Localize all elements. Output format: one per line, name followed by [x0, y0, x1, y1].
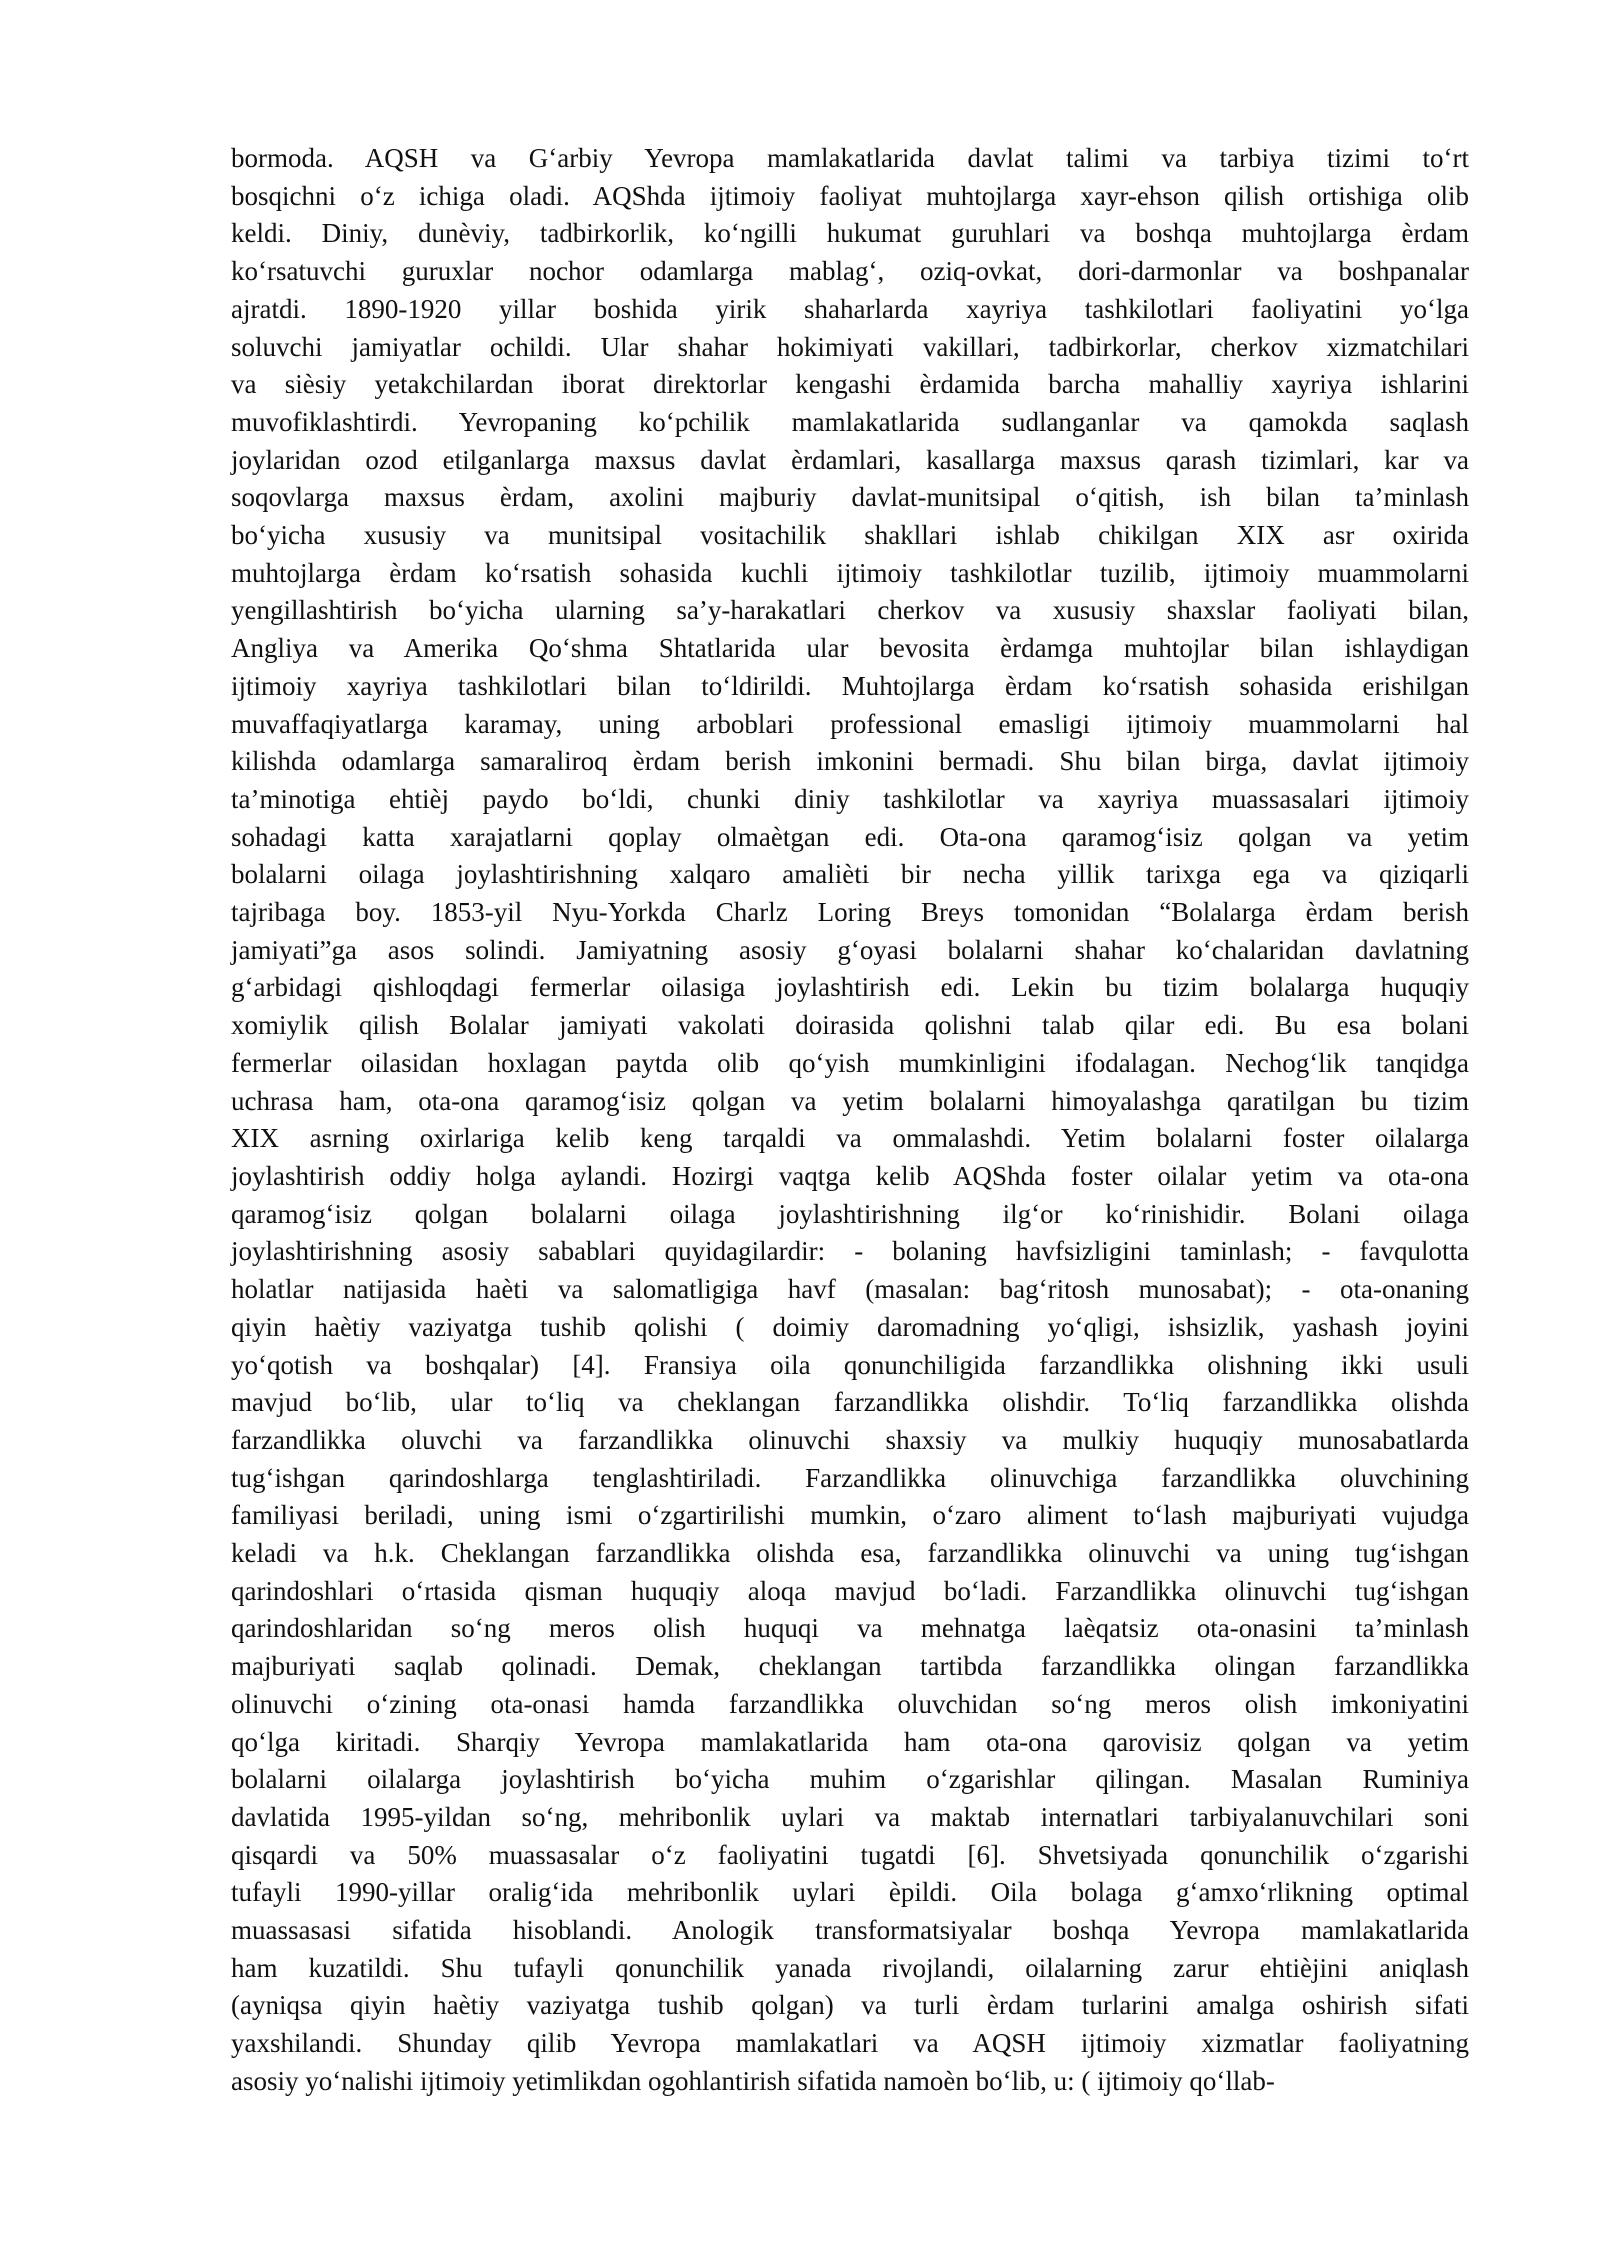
text-line: yaxshilandi. Shunday qilib Yevropa mamlakatlari va AQSH ijtimoiy xizmatlar faoliyatning: [231, 2028, 1469, 2059]
text-line: sohadagi katta xarajatlarni qoplay olmaètgan edi. Ota-ona qaramog‘isiz qolgan va yetim: [231, 821, 1469, 852]
text-line: yo‘qotish va boshqalar) [4]. Fransiya oila qonunchiligida farzandlikka olishning ikki usuli: [231, 1349, 1469, 1380]
text-line: XIX asrning oxirlariga kelib keng tarqaldi va ommalashdi. Yetim bolalarni foster oilalarga: [231, 1123, 1469, 1154]
text-line: qo‘lga kiritadi. Sharqiy Yevropa mamlakatlarida ham ota-ona qarovisiz qolgan va yetim: [231, 1726, 1469, 1757]
text-line: uchrasa ham, ota-ona qaramog‘isiz qolgan va yetim bolalarni himoyalashga qaratilgan bu tizim: [231, 1085, 1469, 1116]
text-line: qarindoshlari o‘rtasida qisman huquqiy aloqa mavjud bo‘ladi. Farzandlikka olinuvchi tug‘ishgan: [231, 1575, 1469, 1606]
text-line: soqovlarga maxsus èrdam, axolini majburiy davlat-munitsipal o‘qitish, ish bilan ta’minlash: [231, 482, 1469, 513]
text-line: farzandlikka oluvchi va farzandlikka olinuvchi shaxsiy va mulkiy huquqiy munosabatlarda: [231, 1424, 1469, 1455]
text-line: Angliya va Amerika Qo‘shma Shtatlarida ular bevosita èrdamga muhtojlar bilan ishlaydigan: [231, 633, 1469, 664]
text-line: kilishda odamlarga samaraliroq èrdam berish imkonini bermadi. Shu bilan birga, davlat ijtimoiy: [231, 746, 1469, 777]
text-line: qiyin haètiy vaziyatga tushib qolishi ( doimiy daromadning yo‘qligi, ishsizlik, yashash joyini: [231, 1311, 1469, 1342]
text-line: joylaridan ozod etilganlarga maxsus davlat èrdamlari, kasallarga maxsus qarash tizimlari, kar va: [231, 444, 1469, 475]
text-line: familiyasi beriladi, uning ismi o‘zgartirilishi mumkin, o‘zaro aliment to‘lash majburiyati vujudga: [231, 1500, 1469, 1531]
text-line: joylashtirish oddiy holga aylandi. Hozirgi vaqtga kelib AQShda foster oilalar yetim va ota-ona: [231, 1160, 1469, 1191]
text-line: keldi. Diniy, dunèviy, tadbirkorlik, ko‘ngilli hukumat guruhlari va boshqa muhtojlarga èrdam: [231, 218, 1469, 249]
text-line: tajribaga boy. 1853-yil Nyu-Yorkda Charlz Loring Breys tomonidan “Bolalarga èrdam berish: [231, 897, 1469, 928]
text-line: davlatida 1995-yildan so‘ng, mehribonlik uylari va maktab internatlari tarbiyalanuvchilari soni: [231, 1801, 1469, 1832]
text-line: muvofiklashtirdi. Yevropaning ko‘pchilik mamlakatlarida sudlanganlar va qamokda saqlash: [231, 406, 1469, 437]
text-line: olinuvchi o‘zining ota-onasi hamda farzandlikka oluvchidan so‘ng meros olish imkoniyatini: [231, 1688, 1469, 1719]
text-line: jamiyati”ga asos solindi. Jamiyatning asosiy g‘oyasi bolalarni shahar ko‘chalaridan davlatning: [231, 934, 1469, 965]
text-line: bosqichni o‘z ichiga oladi. AQShda ijtimoiy faoliyat muhtojlarga xayr-ehson qilish ortishiga olib: [231, 180, 1469, 211]
text-line: keladi va h.k. Cheklangan farzandlikka olishda esa, farzandlikka olinuvchi va uning tug‘ishgan: [231, 1538, 1469, 1569]
text-line: ham kuzatildi. Shu tufayli qonunchilik yanada rivojlandi, oilalarning zarur ehtièjini aniqlash: [231, 1952, 1469, 1983]
text-line: muvaffaqiyatlarga karamay, uning arboblari professional emasligi ijtimoiy muammolarni hal: [231, 708, 1469, 739]
text-line: bolalarni oilaga joylashtirishning xalqaro amalièti bir necha yillik tarixga ega va qiziqarli: [231, 859, 1469, 890]
text-line: yengillashtirish bo‘yicha ularning sa’y-harakatlari cherkov va xususiy shaxslar faoliyati bilan,: [231, 595, 1469, 626]
text-line: asosiy yo‘nalishi ijtimoiy yetimlikdan ogohlantirish sifatida namoèn bo‘lib, u: ( ijtimoiy qo‘llab-: [231, 2065, 1275, 2096]
text-line: qarindoshlaridan so‘ng meros olish huquqi va mehnatga laèqatsiz ota-onasini ta’minlash: [231, 1613, 1469, 1644]
text-line: fermerlar oilasidan hoxlagan paytda olib qo‘yish mumkinligini ifodalagan. Nechog‘lik tanqidga: [231, 1047, 1469, 1078]
text-line: qaramog‘isiz qolgan bolalarni oilaga joylashtirishning ilg‘or ko‘rinishidir. Bolani oilaga: [231, 1198, 1469, 1229]
text-line: majburiyati saqlab qolinadi. Demak, cheklangan tartibda farzandlikka olingan farzandlikka: [231, 1651, 1469, 1682]
text-line: bormoda. AQSH va G‘arbiy Yevropa mamlakatlarida davlat talimi va tarbiya tizimi to‘rt: [231, 143, 1469, 173]
text-line: bo‘yicha xususiy va munitsipal vositachilik shakllari ishlab chikilgan XIX asr oxirida: [231, 520, 1469, 551]
text-line: va sièsiy yetakchilardan iborat direktorlar kengashi èrdamida barcha mahalliy xayriya ishlarini: [231, 369, 1469, 400]
text-line: tufayli 1990-yillar oralig‘ida mehribonlik uylari èpildi. Oila bolaga g‘amxo‘rlikning optimal: [231, 1877, 1469, 1908]
text-line: joylashtirishning asosiy sabablari quyidagilardir: - bolaning havfsizligini taminlash; - favqulotta: [231, 1236, 1469, 1267]
text-line: xomiylik qilish Bolalar jamiyati vakolati doirasida qolishni talab qilar edi. Bu esa bolani: [231, 1010, 1469, 1041]
text-line: ajratdi. 1890-1920 yillar boshida yirik shaharlarda xayriya tashkilotlari faoliyatini yo‘lga: [231, 293, 1469, 324]
text-line: tug‘ishgan qarindoshlarga tenglashtiriladi. Farzandlikka olinuvchiga farzandlikka oluvchining: [231, 1462, 1469, 1493]
text-line: (ayniqsa qiyin haètiy vaziyatga tushib qolgan) va turli èrdam turlarini amalga oshirish sifati: [231, 1990, 1469, 2021]
text-line: qisqardi va 50% muassasalar o‘z faoliyatini tugatdi [6]. Shvetsiyada qonunchilik o‘zgarishi: [231, 1839, 1469, 1870]
text-line: ijtimoiy xayriya tashkilotlari bilan to‘ldirildi. Muhtojlarga èrdam ko‘rsatish sohasida erishilgan: [231, 670, 1469, 701]
text-line: soluvchi jamiyatlar ochildi. Ular shahar hokimiyati vakillari, tadbirkorlar, cherkov xizmatchilari: [231, 331, 1469, 362]
text-line: muassasasi sifatida hisoblandi. Anologik transformatsiyalar boshqa Yevropa mamlakatlarida: [231, 1915, 1469, 1946]
text-line: holatlar natijasida haèti va salomatligiga havf (masalan: bag‘ritosh munosabat); - ota-onaning: [231, 1274, 1469, 1305]
text-line: ta’minotiga ehtièj paydo bo‘ldi, chunki diniy tashkilotlar va xayriya muassasalari ijtimoiy: [231, 783, 1469, 814]
text-line: mavjud bo‘lib, ular to‘liq va cheklangan farzandlikka olishdir. To‘liq farzandlikka olishda: [231, 1387, 1469, 1418]
body-paragraph: [231, 140, 1469, 2101]
text-line: bolalarni oilalarga joylashtirish bo‘yicha muhim o‘zgarishlar qilingan. Masalan Ruminiya: [231, 1764, 1469, 1795]
text-line: ko‘rsatuvchi guruxlar nochor odamlarga mablag‘, oziq-ovkat, dori-darmonlar va boshpanalar: [231, 256, 1469, 287]
text-line: muhtojlarga èrdam ko‘rsatish sohasida kuchli ijtimoiy tashkilotlar tuzilib, ijtimoiy muammolarni: [231, 557, 1469, 588]
text-line: g‘arbidagi qishloqdagi fermerlar oilasiga joylashtirish edi. Lekin bu tizim bolalarga huquqiy: [231, 972, 1469, 1003]
